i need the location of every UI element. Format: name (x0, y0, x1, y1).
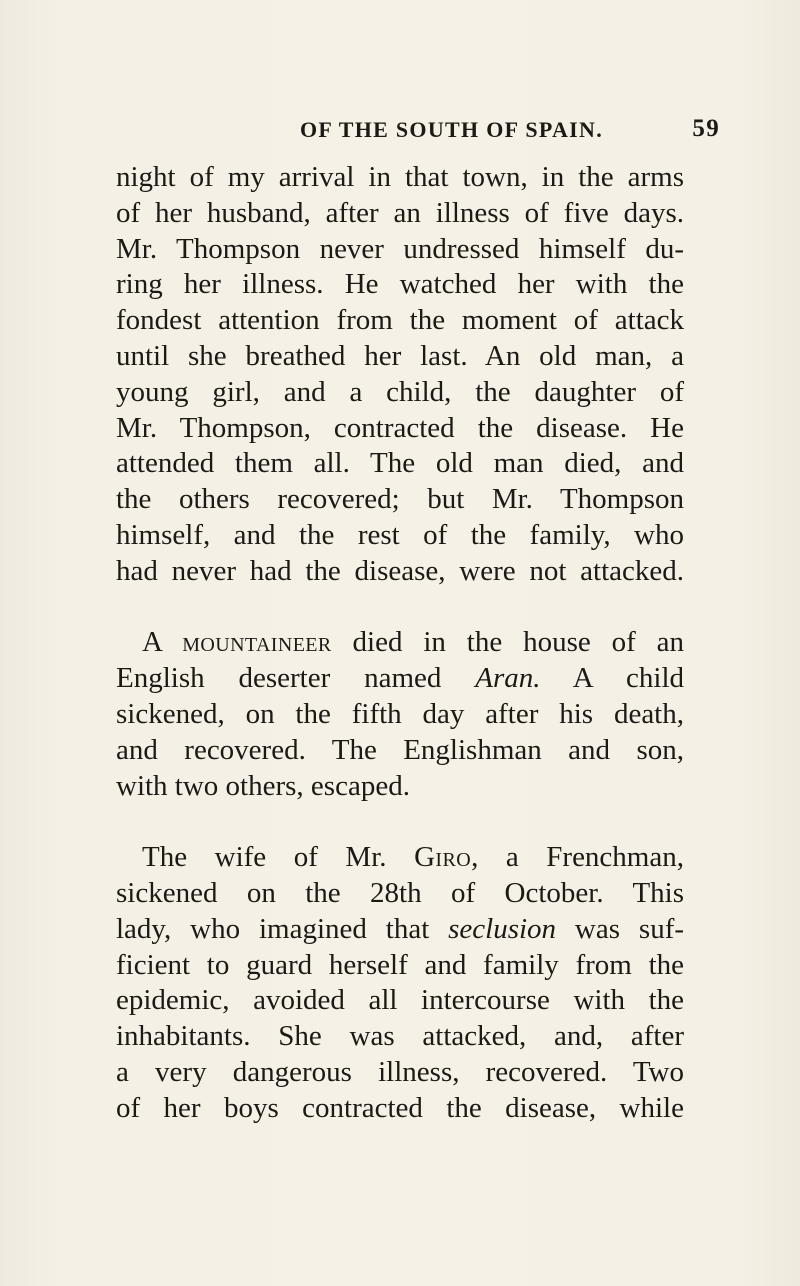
text-line: the others recovered; but Mr. Thompson (116, 483, 684, 516)
paragraph-3 (116, 840, 684, 1126)
text-line: night of my arrival in that town, in the arms (116, 161, 684, 193)
text-run: The wife of Mr. (142, 841, 415, 874)
text-line (116, 625, 684, 661)
body-text (116, 160, 684, 1127)
small-caps-name: Giro (414, 841, 472, 874)
text-run: died in the house of an (331, 626, 684, 659)
page-number: 59 (692, 115, 720, 142)
text-run: A (142, 626, 162, 659)
text-line: himself, and the rest of the family, who (116, 518, 684, 551)
text-line: sickened on the 28th of October. This (116, 876, 684, 909)
text-line: ring her illness. He watched her with the (116, 268, 684, 301)
text-run: English deserter named (116, 662, 476, 695)
text-line: of her boys contracted the disease, while (116, 1091, 684, 1124)
text-line: until she breathed her last. An old man, a (116, 339, 684, 372)
text-line: ficient to guard herself and family from the (116, 948, 684, 981)
text-line: sickened, on the fifth day after his death, (116, 697, 684, 730)
page-header (300, 117, 720, 147)
text-line: with two others, escaped. (116, 769, 410, 802)
text-line: a very dangerous illness, recovered. Two (116, 1055, 684, 1088)
text-line: Mr. Thompson, contracted the disease. He (116, 411, 684, 444)
running-head: OF THE SOUTH OF SPAIN. (300, 117, 604, 142)
text-line (116, 912, 684, 948)
text-line: epidemic, avoided all intercourse with the (116, 984, 684, 1017)
text-run: was suf- (556, 912, 685, 945)
text-line (116, 840, 684, 876)
italic-word: seclusion (448, 912, 557, 945)
text-line: and recovered. The Englishman and son, (116, 733, 684, 766)
paragraph-1 (116, 160, 684, 590)
text-line: attended them all. The old man died, and (116, 447, 684, 480)
text-run: A child (540, 662, 685, 695)
text-run: lady, who imagined that (116, 912, 449, 945)
italic-name: Aran. (475, 662, 541, 695)
text-line: young girl, and a child, the daughter of (116, 375, 684, 408)
text-line: Mr. Thompson never undressed himself du- (116, 232, 684, 265)
text-line: fondest attention from the moment of attack (116, 304, 684, 337)
text-line (116, 661, 684, 697)
text-line: of her husband, after an illness of five days. (116, 196, 684, 229)
paragraph-2 (116, 625, 684, 804)
small-caps-word: mountaineer (182, 626, 332, 659)
text-line: had never had the disease, were not attacked. (116, 554, 684, 587)
text-run: , a Frenchman, (471, 841, 684, 874)
text-line: inhabitants. She was attacked, and, after (116, 1020, 684, 1053)
